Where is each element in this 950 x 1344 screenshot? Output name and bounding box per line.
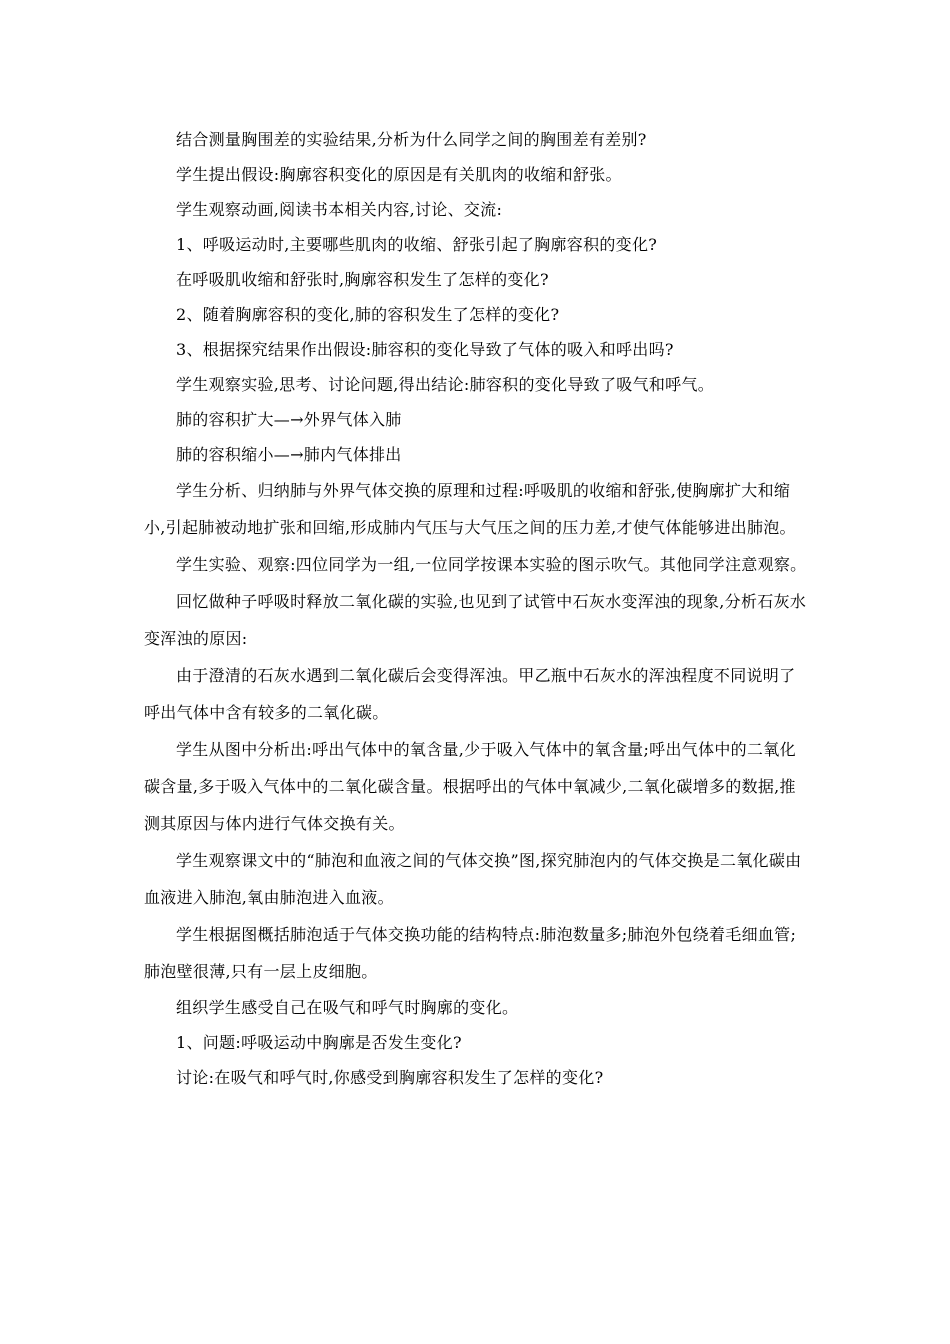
paragraph: 学生观察实验,思考、讨论问题,得出结论:肺容积的变化导致了吸气和呼气。 xyxy=(176,375,715,394)
paragraph: 由于澄清的石灰水遇到二氧化碳后会变得浑浊。甲乙瓶中石灰水的浑浊程度不同说明了呼出气体中含有较多的二氧化碳。 xyxy=(144,666,796,722)
paragraph: 在呼吸肌收缩和舒张时,胸廓容积发生了怎样的变化? xyxy=(176,270,549,289)
document-body xyxy=(144,122,810,1095)
paragraph: 2、随着胸廓容积的变化,肺的容积发生了怎样的变化? xyxy=(176,305,560,324)
paragraph: 结合测量胸围差的实验结果,分析为什么同学之间的胸围差有差别? xyxy=(176,130,647,149)
paragraph: 1、呼吸运动时,主要哪些肌肉的收缩、舒张引起了胸廓容积的变化? xyxy=(176,235,658,254)
paragraph: 回忆做种子呼吸时释放二氧化碳的实验,也见到了试管中石灰水变浑浊的现象,分析石灰水变浑浊的原因: xyxy=(144,592,807,648)
paragraph: 肺的容积缩小—→肺内气体排出 xyxy=(176,445,402,464)
paragraph: 学生观察课文中的“肺泡和血液之间的气体交换”图,探究肺泡内的气体交换是二氧化碳由血液进入肺泡,氧由肺泡进入血液。 xyxy=(144,851,802,907)
paragraph: 讨论:在吸气和呼气时,你感受到胸廓容积发生了怎样的变化? xyxy=(176,1068,604,1087)
paragraph: 肺的容积扩大—→外界气体入肺 xyxy=(176,410,402,429)
paragraph: 3、根据探究结果作出假设:肺容积的变化导致了气体的吸入和呼出吗? xyxy=(176,340,674,359)
paragraph: 组织学生感受自己在吸气和呼气时胸廓的变化。 xyxy=(176,998,519,1017)
paragraph: 1、问题:呼吸运动中胸廓是否发生变化? xyxy=(176,1033,462,1052)
paragraph: 学生分析、归纳肺与外界气体交换的原理和过程:呼吸肌的收缩和舒张,使胸廓扩大和缩小,引起肺被动地扩张和回缩,形成肺内气压与大气压之间的压力差,才使气体能够进出肺泡。 xyxy=(144,481,796,537)
paragraph: 学生从图中分析出:呼出气体中的氧含量,少于吸入气体中的氧含量;呼出气体中的二氧化碳含量,多于吸入气体中的二氧化碳含量。根据呼出的气体中氧减少,二氧化碳增多的数据,推测其原因与体内进行气体交换有关。 xyxy=(144,740,796,833)
paragraph: 学生实验、观察:四位同学为一组,一位同学按课本实验的图示吹气。其他同学注意观察。 xyxy=(176,555,807,574)
paragraph: 学生提出假设:胸廓容积变化的原因是有关肌肉的收缩和舒张。 xyxy=(176,165,622,184)
paragraph: 学生观察动画,阅读书本相关内容,讨论、交流: xyxy=(176,200,503,219)
paragraph: 学生根据图概括肺泡适于气体交换功能的结构特点:肺泡数量多;肺泡外包绕着毛细血管;肺泡壁很薄,只有一层上皮细胞。 xyxy=(144,925,797,981)
